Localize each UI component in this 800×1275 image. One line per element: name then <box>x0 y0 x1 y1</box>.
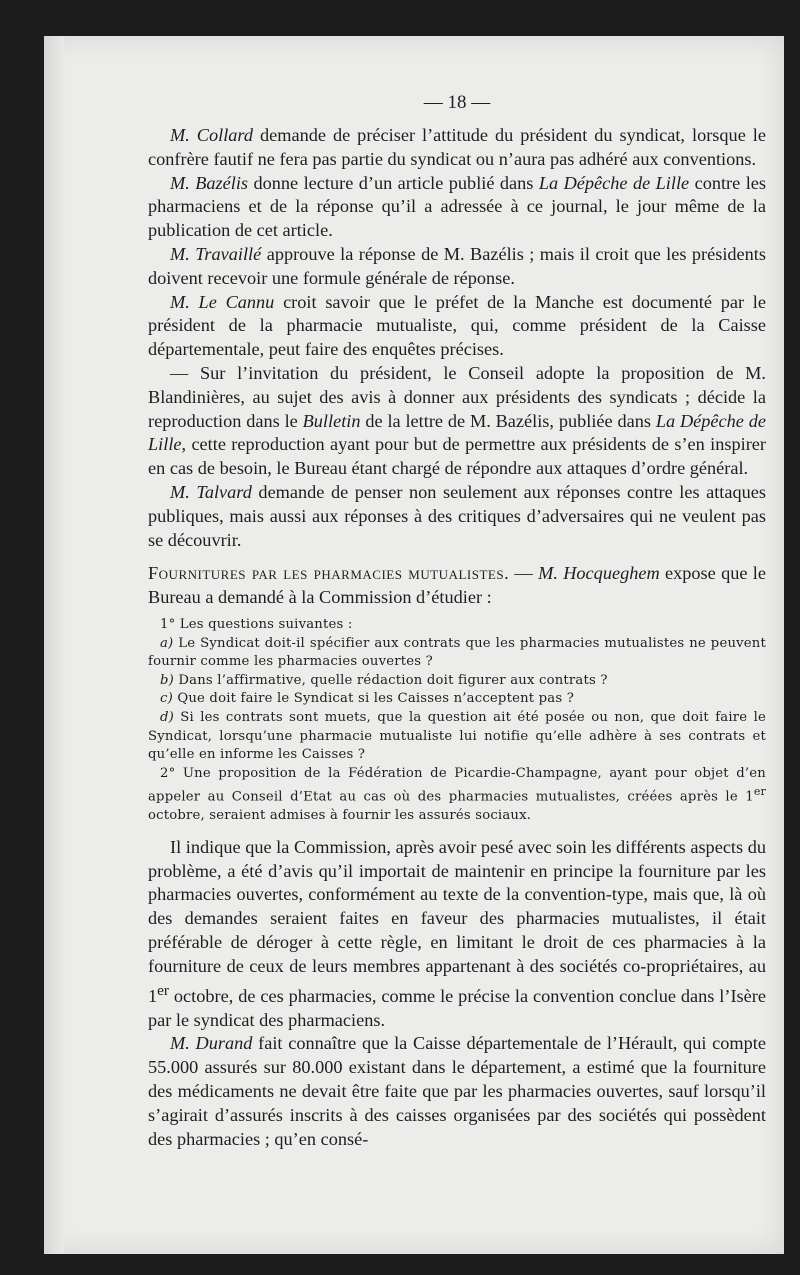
paragraph-collard: M. Collard demande de préciser l’attitude du président du syndicat, lorsque le confrère fautif ne fera pas partie du syndicat ou n’aura pas adhéré aux conventions. <box>148 125 766 169</box>
page-number: — 18 — <box>423 92 491 113</box>
paragraph-durand: M. Durand fait connaître que la Caisse départementale de l’Hérault, qui compte 55.000 assurés sur 80.000 existant dans le département, a estimé que la fourniture des médicaments ne devait être faite que par les pharmacies ouvertes, sauf lorsqu’il s’agirait d’assurés inscrits à des caisses organisées par des sociétés qui possèdent des pharmacies ; qu’en consé- <box>148 1033 766 1149</box>
page-content <box>148 92 766 1151</box>
speaker-name: M. Talvard <box>170 481 252 502</box>
question-d: d) Si les contrats sont muets, que la question ait été posée ou non, que doit faire le Syndicat, lorsqu’une pharmacie mutualiste lui notifie qu’elle adhère à ses contrats et qu’elle en informe les Caisses ? <box>148 709 766 763</box>
bulletin-title: Bulletin <box>302 410 361 431</box>
paragraph-talvard: M. Talvard demande de penser non seulement aux réponses contre les attaques publiques, mais aussi aux réponses à des critiques d’adversaires qui ne veulent pas se découvrir. <box>148 481 766 550</box>
speaker-name: M. Hocqueghem <box>538 563 660 584</box>
speaker-name: M. Bazélis <box>170 172 249 193</box>
page-binding-edge <box>44 36 64 1254</box>
speaker-name: M. Durand <box>170 1033 253 1054</box>
newspaper-title: La Dépêche de Lille <box>148 410 766 455</box>
section-heading: Fournitures par les pharmacies mutualistes. <box>148 563 510 584</box>
question-b: b) Dans l’affirmative, quelle rédaction doit figurer aux contrats ? <box>160 672 608 688</box>
paragraph-commission: Il indique que la Commission, après avoir pesé avec soin les différents aspects du problème, a été d’avis qu’il importait de maintenir en principe la fourniture par les pharmacies ouvertes, conformément au texte de la convention-type, mais que, là où des demandes seraient faites en faveur des pharmacies mutualistes, il était préférable de déroger à cette règle, en limitant le droit de ces pharmacies à la fourniture de ceux de leurs membres appartenant à des sociétés co-propriétaires, au 1er octobre, de ces pharmacies, comme le précise la convention conclue dans l’Isère par le syndicat des pharmaciens. <box>148 836 766 1030</box>
question-c: c) Que doit faire le Syndicat si les Caisses n’acceptent pas ? <box>160 691 574 707</box>
question-intro: 1° Les questions suivantes : <box>160 616 353 632</box>
section-fournitures: Fournitures par les pharmacies mutualistes. — M. Hocqueghem expose que le Bureau a demandé à la Commission d’étudier : <box>148 563 766 608</box>
paragraph-conseil-decision: — Sur l’invitation du président, le Conseil adopte la proposition de M. Blandinières, au sujet des avis à donner aux présidents des syndicats ; décide la reproduction dans le Bulletin de la lettre de M. Bazélis, publiée dans La Dépêche de Lille, cette reproduction ayant pour but de permettre aux présidents de s’en inspirer en cas de besoin, le Bureau étant chargé de répondre aux attaques d’ordre général. <box>148 362 766 479</box>
speaker-name: M. Le Cannu <box>170 291 275 312</box>
paragraph-bazelis: M. Bazélis donne lecture d’un article publié dans La Dépêche de Lille contre les pharmaciens et de la réponse qu’il a adressée à ce journal, le jour même de la publication de cet article. <box>148 172 766 241</box>
paragraph-le-cannu: M. Le Cannu croit savoir que le préfet de la Manche est documenté par le président de la pharmacie mutualiste, qui, comme président de la Caisse départementale, peut faire des enquêtes précises. <box>148 291 766 360</box>
speaker-name: M. Collard <box>170 125 253 145</box>
newspaper-title: La Dépêche de Lille <box>538 172 690 193</box>
speaker-name: M. Travaillé <box>170 243 262 264</box>
proposition-2: 2° Une proposition de la Fédération de Picardie-Champagne, ayant pour objet d’en appeler au Conseil d’Etat au cas où des pharmacies mutualistes, créées après le 1er octobre, seraient admises à fournir les assurés sociaux. <box>148 765 766 824</box>
questions-block <box>148 616 766 826</box>
question-a: a) Le Syndicat doit-il spécifier aux contrats que les pharmacies mutualistes ne peuvent fournir comme les pharmacies ouvertes ? <box>148 635 766 670</box>
paragraph-travaille: M. Travaillé approuve la réponse de M. Bazélis ; mais il croit que les présidents doivent recevoir une formule générale de réponse. <box>148 243 766 288</box>
